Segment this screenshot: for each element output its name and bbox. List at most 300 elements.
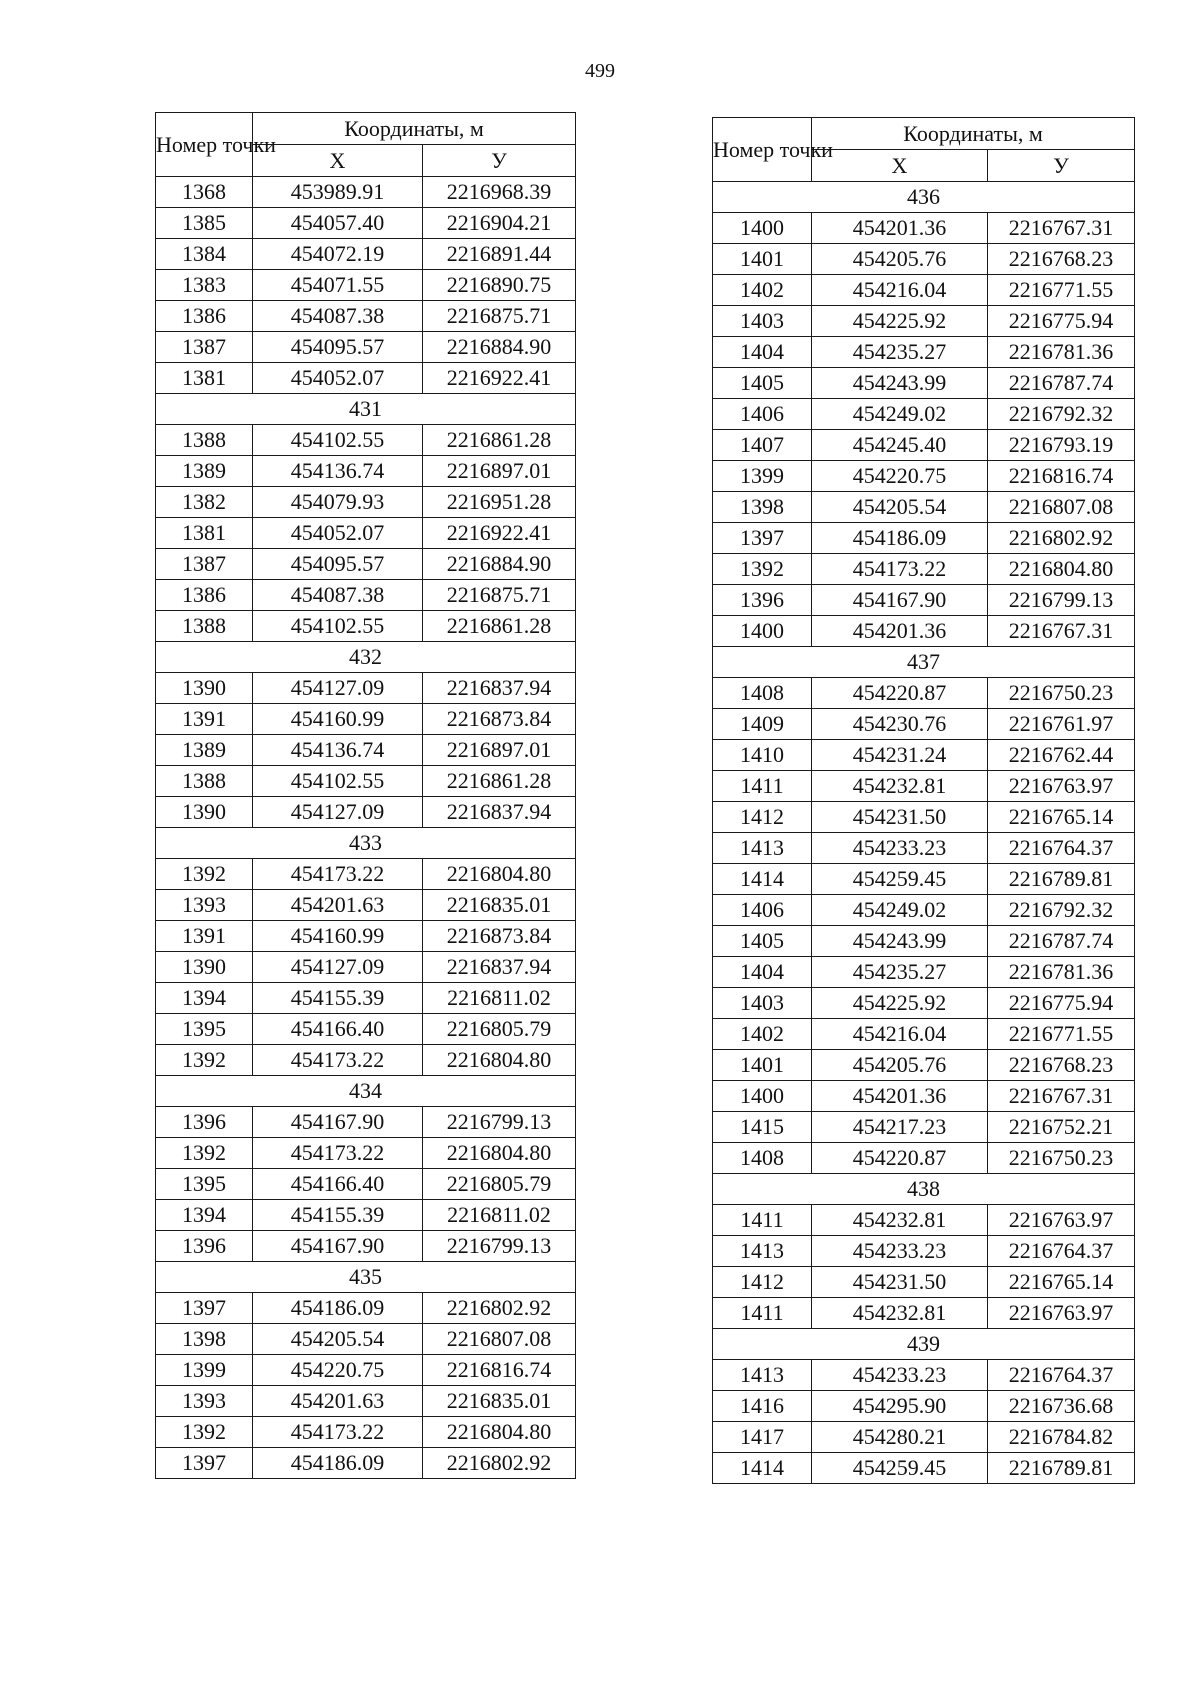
x-coordinate-cell: 454160.99 bbox=[253, 921, 423, 952]
table-row bbox=[156, 1014, 576, 1045]
point-number-cell: 1390 bbox=[156, 952, 253, 983]
table-row bbox=[156, 766, 576, 797]
table-row bbox=[156, 1200, 576, 1231]
point-number-cell: 1414 bbox=[713, 864, 812, 895]
table-row bbox=[713, 926, 1135, 957]
point-number-cell: 1411 bbox=[713, 771, 812, 802]
y-coordinate-cell: 2216767.31 bbox=[988, 616, 1135, 647]
y-coordinate-cell: 2216762.44 bbox=[988, 740, 1135, 771]
point-number-cell: 1385 bbox=[156, 208, 253, 239]
point-number-cell: 1404 bbox=[713, 337, 812, 368]
y-coordinate-cell: 2216802.92 bbox=[423, 1293, 576, 1324]
x-coordinate-cell: 454201.36 bbox=[812, 213, 988, 244]
point-number-cell: 1383 bbox=[156, 270, 253, 301]
x-coordinate-cell: 454259.45 bbox=[812, 864, 988, 895]
section-number: 439 bbox=[713, 1329, 1135, 1360]
x-coordinate-cell: 454160.99 bbox=[253, 704, 423, 735]
y-coordinate-cell: 2216793.19 bbox=[988, 430, 1135, 461]
point-number-cell: 1414 bbox=[713, 1453, 812, 1484]
point-number-cell: 1408 bbox=[713, 1143, 812, 1174]
x-coordinate-cell: 454201.36 bbox=[812, 616, 988, 647]
point-number-cell: 1396 bbox=[713, 585, 812, 616]
y-coordinate-cell: 2216763.97 bbox=[988, 1298, 1135, 1329]
table-row bbox=[156, 1169, 576, 1200]
section-number: 436 bbox=[713, 182, 1135, 213]
point-number-cell: 1398 bbox=[156, 1324, 253, 1355]
x-coordinate-cell: 454155.39 bbox=[253, 1200, 423, 1231]
table-row bbox=[156, 983, 576, 1014]
point-number-cell: 1412 bbox=[713, 1267, 812, 1298]
point-number-cell: 1400 bbox=[713, 616, 812, 647]
point-number-cell: 1400 bbox=[713, 213, 812, 244]
x-coordinate-cell: 454155.39 bbox=[253, 983, 423, 1014]
table-row bbox=[713, 771, 1135, 802]
y-coordinate-cell: 2216787.74 bbox=[988, 368, 1135, 399]
point-number-cell: 1405 bbox=[713, 368, 812, 399]
y-coordinate-cell: 2216764.37 bbox=[988, 833, 1135, 864]
table-row bbox=[713, 709, 1135, 740]
x-coordinate-cell: 454220.75 bbox=[253, 1355, 423, 1386]
point-number-cell: 1393 bbox=[156, 890, 253, 921]
x-coordinate-cell: 454052.07 bbox=[253, 363, 423, 394]
table-row bbox=[156, 611, 576, 642]
table-row bbox=[156, 425, 576, 456]
x-coordinate-cell: 454102.55 bbox=[253, 766, 423, 797]
x-coordinate-cell: 454231.50 bbox=[812, 1267, 988, 1298]
point-number-cell: 1412 bbox=[713, 802, 812, 833]
y-coordinate-cell: 2216837.94 bbox=[423, 673, 576, 704]
section-number: 437 bbox=[713, 647, 1135, 678]
point-number-cell: 1399 bbox=[713, 461, 812, 492]
y-coordinate-cell: 2216799.13 bbox=[423, 1231, 576, 1262]
point-number-cell: 1397 bbox=[156, 1448, 253, 1479]
table-row bbox=[156, 1324, 576, 1355]
section-number: 438 bbox=[713, 1174, 1135, 1205]
table-row bbox=[156, 549, 576, 580]
y-coordinate-cell: 2216767.31 bbox=[988, 1081, 1135, 1112]
x-coordinate-cell: 454201.63 bbox=[253, 890, 423, 921]
point-number-cell: 1396 bbox=[156, 1231, 253, 1262]
x-coordinate-cell: 454102.55 bbox=[253, 425, 423, 456]
x-coordinate-cell: 454220.75 bbox=[812, 461, 988, 492]
y-coordinate-cell: 2216789.81 bbox=[988, 1453, 1135, 1484]
point-number-cell: 1402 bbox=[713, 1019, 812, 1050]
y-coordinate-cell: 2216811.02 bbox=[423, 1200, 576, 1231]
table-row bbox=[156, 239, 576, 270]
y-coordinate-cell: 2216891.44 bbox=[423, 239, 576, 270]
x-coordinate-cell: 454127.09 bbox=[253, 797, 423, 828]
y-coordinate-cell: 2216767.31 bbox=[988, 213, 1135, 244]
y-coordinate-cell: 2216884.90 bbox=[423, 332, 576, 363]
x-coordinate-cell: 454225.92 bbox=[812, 306, 988, 337]
table-row bbox=[156, 735, 576, 766]
table-row bbox=[156, 332, 576, 363]
point-number-cell: 1390 bbox=[156, 673, 253, 704]
point-number-cell: 1395 bbox=[156, 1169, 253, 1200]
point-number-cell: 1368 bbox=[156, 177, 253, 208]
y-coordinate-cell: 2216807.08 bbox=[423, 1324, 576, 1355]
header-x: Х bbox=[253, 145, 423, 177]
section-number: 431 bbox=[156, 394, 576, 425]
section-number: 435 bbox=[156, 1262, 576, 1293]
x-coordinate-cell: 454232.81 bbox=[812, 1298, 988, 1329]
y-coordinate-cell: 2216884.90 bbox=[423, 549, 576, 580]
point-number-cell: 1413 bbox=[713, 1236, 812, 1267]
y-coordinate-cell: 2216789.81 bbox=[988, 864, 1135, 895]
section-row bbox=[156, 1076, 576, 1107]
point-number-cell: 1387 bbox=[156, 549, 253, 580]
header-point-number: Номер точки bbox=[713, 118, 812, 182]
point-number-cell: 1409 bbox=[713, 709, 812, 740]
x-coordinate-cell: 454127.09 bbox=[253, 673, 423, 704]
y-coordinate-cell: 2216763.97 bbox=[988, 1205, 1135, 1236]
x-coordinate-cell: 454201.36 bbox=[812, 1081, 988, 1112]
coordinates-table-left bbox=[155, 112, 576, 1479]
table-row bbox=[713, 213, 1135, 244]
x-coordinate-cell: 454052.07 bbox=[253, 518, 423, 549]
header-y: У bbox=[988, 150, 1135, 182]
x-coordinate-cell: 454225.92 bbox=[812, 988, 988, 1019]
x-coordinate-cell: 454186.09 bbox=[812, 523, 988, 554]
point-number-cell: 1401 bbox=[713, 1050, 812, 1081]
y-coordinate-cell: 2216771.55 bbox=[988, 275, 1135, 306]
table-row bbox=[156, 1386, 576, 1417]
y-coordinate-cell: 2216799.13 bbox=[988, 585, 1135, 616]
x-coordinate-cell: 454167.90 bbox=[812, 585, 988, 616]
page-number: 499 bbox=[585, 60, 615, 82]
x-coordinate-cell: 454201.63 bbox=[253, 1386, 423, 1417]
y-coordinate-cell: 2216804.80 bbox=[423, 1417, 576, 1448]
y-coordinate-cell: 2216897.01 bbox=[423, 735, 576, 766]
table-row bbox=[156, 1045, 576, 1076]
point-number-cell: 1402 bbox=[713, 275, 812, 306]
point-number-cell: 1411 bbox=[713, 1298, 812, 1329]
table-row bbox=[713, 740, 1135, 771]
point-number-cell: 1397 bbox=[713, 523, 812, 554]
section-row bbox=[156, 394, 576, 425]
x-coordinate-cell: 454127.09 bbox=[253, 952, 423, 983]
header-coordinates: Координаты, м bbox=[253, 113, 576, 145]
table-row bbox=[156, 487, 576, 518]
table-row bbox=[713, 833, 1135, 864]
point-number-cell: 1390 bbox=[156, 797, 253, 828]
point-number-cell: 1403 bbox=[713, 988, 812, 1019]
table-row bbox=[156, 797, 576, 828]
table-row bbox=[156, 1138, 576, 1169]
y-coordinate-cell: 2216752.21 bbox=[988, 1112, 1135, 1143]
y-coordinate-cell: 2216816.74 bbox=[423, 1355, 576, 1386]
table-row bbox=[713, 337, 1135, 368]
y-coordinate-cell: 2216802.92 bbox=[423, 1448, 576, 1479]
header-x: Х bbox=[812, 150, 988, 182]
y-coordinate-cell: 2216775.94 bbox=[988, 306, 1135, 337]
table-row bbox=[156, 1417, 576, 1448]
y-coordinate-cell: 2216804.80 bbox=[423, 1045, 576, 1076]
table-row bbox=[156, 177, 576, 208]
x-coordinate-cell: 454220.87 bbox=[812, 1143, 988, 1174]
section-row bbox=[713, 1329, 1135, 1360]
table-row bbox=[713, 1081, 1135, 1112]
y-coordinate-cell: 2216811.02 bbox=[423, 983, 576, 1014]
y-coordinate-cell: 2216792.32 bbox=[988, 399, 1135, 430]
x-coordinate-cell: 454220.87 bbox=[812, 678, 988, 709]
table-row bbox=[156, 518, 576, 549]
table-row bbox=[713, 430, 1135, 461]
table-row bbox=[156, 704, 576, 735]
point-number-cell: 1392 bbox=[156, 859, 253, 890]
x-coordinate-cell: 454217.23 bbox=[812, 1112, 988, 1143]
table-row bbox=[156, 1107, 576, 1138]
table-row bbox=[713, 244, 1135, 275]
x-coordinate-cell: 454205.54 bbox=[253, 1324, 423, 1355]
y-coordinate-cell: 2216873.84 bbox=[423, 921, 576, 952]
point-number-cell: 1413 bbox=[713, 1360, 812, 1391]
point-number-cell: 1406 bbox=[713, 399, 812, 430]
table-row bbox=[713, 554, 1135, 585]
table-row bbox=[156, 208, 576, 239]
table-row bbox=[156, 859, 576, 890]
table-row bbox=[156, 1355, 576, 1386]
x-coordinate-cell: 454295.90 bbox=[812, 1391, 988, 1422]
x-coordinate-cell: 454231.50 bbox=[812, 802, 988, 833]
y-coordinate-cell: 2216835.01 bbox=[423, 1386, 576, 1417]
header-point-number: Номер точки bbox=[156, 113, 253, 177]
table-row bbox=[713, 802, 1135, 833]
y-coordinate-cell: 2216802.92 bbox=[988, 523, 1135, 554]
y-coordinate-cell: 2216763.97 bbox=[988, 771, 1135, 802]
x-coordinate-cell: 454167.90 bbox=[253, 1231, 423, 1262]
x-coordinate-cell: 454136.74 bbox=[253, 456, 423, 487]
table-row bbox=[713, 1391, 1135, 1422]
table-row bbox=[713, 1453, 1135, 1484]
table-row bbox=[713, 957, 1135, 988]
section-number: 433 bbox=[156, 828, 576, 859]
x-coordinate-cell: 454186.09 bbox=[253, 1448, 423, 1479]
table-row bbox=[713, 1019, 1135, 1050]
point-number-cell: 1416 bbox=[713, 1391, 812, 1422]
point-number-cell: 1386 bbox=[156, 580, 253, 611]
y-coordinate-cell: 2216890.75 bbox=[423, 270, 576, 301]
table-row bbox=[713, 1205, 1135, 1236]
coordinates-table-right bbox=[712, 117, 1135, 1484]
point-number-cell: 1387 bbox=[156, 332, 253, 363]
y-coordinate-cell: 2216787.74 bbox=[988, 926, 1135, 957]
x-coordinate-cell: 454095.57 bbox=[253, 332, 423, 363]
x-coordinate-cell: 454232.81 bbox=[812, 771, 988, 802]
table-row bbox=[156, 1231, 576, 1262]
table-row bbox=[713, 1050, 1135, 1081]
section-row bbox=[713, 182, 1135, 213]
point-number-cell: 1392 bbox=[713, 554, 812, 585]
point-number-cell: 1395 bbox=[156, 1014, 253, 1045]
point-number-cell: 1388 bbox=[156, 425, 253, 456]
x-coordinate-cell: 454095.57 bbox=[253, 549, 423, 580]
table-row bbox=[713, 1236, 1135, 1267]
x-coordinate-cell: 454167.90 bbox=[253, 1107, 423, 1138]
x-coordinate-cell: 454233.23 bbox=[812, 833, 988, 864]
table-row bbox=[713, 1112, 1135, 1143]
y-coordinate-cell: 2216768.23 bbox=[988, 244, 1135, 275]
y-coordinate-cell: 2216861.28 bbox=[423, 425, 576, 456]
section-row bbox=[156, 642, 576, 673]
y-coordinate-cell: 2216816.74 bbox=[988, 461, 1135, 492]
y-coordinate-cell: 2216804.80 bbox=[423, 859, 576, 890]
y-coordinate-cell: 2216837.94 bbox=[423, 952, 576, 983]
x-coordinate-cell: 454205.54 bbox=[812, 492, 988, 523]
x-coordinate-cell: 454216.04 bbox=[812, 275, 988, 306]
point-number-cell: 1389 bbox=[156, 735, 253, 766]
y-coordinate-cell: 2216807.08 bbox=[988, 492, 1135, 523]
table-row bbox=[156, 921, 576, 952]
x-coordinate-cell: 454102.55 bbox=[253, 611, 423, 642]
x-coordinate-cell: 453989.91 bbox=[253, 177, 423, 208]
point-number-cell: 1381 bbox=[156, 363, 253, 394]
point-number-cell: 1394 bbox=[156, 1200, 253, 1231]
x-coordinate-cell: 454072.19 bbox=[253, 239, 423, 270]
y-coordinate-cell: 2216799.13 bbox=[423, 1107, 576, 1138]
point-number-cell: 1404 bbox=[713, 957, 812, 988]
x-coordinate-cell: 454173.22 bbox=[253, 1045, 423, 1076]
x-coordinate-cell: 454249.02 bbox=[812, 895, 988, 926]
y-coordinate-cell: 2216805.79 bbox=[423, 1014, 576, 1045]
point-number-cell: 1382 bbox=[156, 487, 253, 518]
point-number-cell: 1405 bbox=[713, 926, 812, 957]
table-row bbox=[713, 306, 1135, 337]
point-number-cell: 1399 bbox=[156, 1355, 253, 1386]
header-coordinates: Координаты, м bbox=[812, 118, 1135, 150]
point-number-cell: 1401 bbox=[713, 244, 812, 275]
y-coordinate-cell: 2216861.28 bbox=[423, 611, 576, 642]
x-coordinate-cell: 454235.27 bbox=[812, 337, 988, 368]
section-number: 432 bbox=[156, 642, 576, 673]
point-number-cell: 1403 bbox=[713, 306, 812, 337]
point-number-cell: 1392 bbox=[156, 1417, 253, 1448]
point-number-cell: 1397 bbox=[156, 1293, 253, 1324]
point-number-cell: 1411 bbox=[713, 1205, 812, 1236]
y-coordinate-cell: 2216764.37 bbox=[988, 1236, 1135, 1267]
table-row bbox=[156, 890, 576, 921]
x-coordinate-cell: 454166.40 bbox=[253, 1169, 423, 1200]
point-number-cell: 1394 bbox=[156, 983, 253, 1014]
y-coordinate-cell: 2216750.23 bbox=[988, 1143, 1135, 1174]
table-row bbox=[713, 1422, 1135, 1453]
point-number-cell: 1392 bbox=[156, 1138, 253, 1169]
y-coordinate-cell: 2216837.94 bbox=[423, 797, 576, 828]
x-coordinate-cell: 454173.22 bbox=[253, 1417, 423, 1448]
x-coordinate-cell: 454259.45 bbox=[812, 1453, 988, 1484]
x-coordinate-cell: 454205.76 bbox=[812, 1050, 988, 1081]
y-coordinate-cell: 2216922.41 bbox=[423, 363, 576, 394]
point-number-cell: 1408 bbox=[713, 678, 812, 709]
table-row bbox=[713, 461, 1135, 492]
point-number-cell: 1388 bbox=[156, 766, 253, 797]
x-coordinate-cell: 454205.76 bbox=[812, 244, 988, 275]
x-coordinate-cell: 454186.09 bbox=[253, 1293, 423, 1324]
point-number-cell: 1407 bbox=[713, 430, 812, 461]
y-coordinate-cell: 2216784.82 bbox=[988, 1422, 1135, 1453]
header-y: У bbox=[423, 145, 576, 177]
y-coordinate-cell: 2216781.36 bbox=[988, 957, 1135, 988]
x-coordinate-cell: 454079.93 bbox=[253, 487, 423, 518]
x-coordinate-cell: 454173.22 bbox=[253, 1138, 423, 1169]
table-row bbox=[156, 580, 576, 611]
table-row bbox=[713, 585, 1135, 616]
x-coordinate-cell: 454173.22 bbox=[253, 859, 423, 890]
y-coordinate-cell: 2216775.94 bbox=[988, 988, 1135, 1019]
y-coordinate-cell: 2216736.68 bbox=[988, 1391, 1135, 1422]
point-number-cell: 1413 bbox=[713, 833, 812, 864]
table-row bbox=[713, 988, 1135, 1019]
x-coordinate-cell: 454230.76 bbox=[812, 709, 988, 740]
table-row bbox=[156, 301, 576, 332]
x-coordinate-cell: 454166.40 bbox=[253, 1014, 423, 1045]
y-coordinate-cell: 2216750.23 bbox=[988, 678, 1135, 709]
x-coordinate-cell: 454231.24 bbox=[812, 740, 988, 771]
y-coordinate-cell: 2216904.21 bbox=[423, 208, 576, 239]
point-number-cell: 1391 bbox=[156, 704, 253, 735]
table-row bbox=[156, 1448, 576, 1479]
x-coordinate-cell: 454057.40 bbox=[253, 208, 423, 239]
table-row bbox=[713, 1298, 1135, 1329]
table-row bbox=[713, 275, 1135, 306]
table-row bbox=[713, 399, 1135, 430]
x-coordinate-cell: 454087.38 bbox=[253, 580, 423, 611]
point-number-cell: 1417 bbox=[713, 1422, 812, 1453]
point-number-cell: 1392 bbox=[156, 1045, 253, 1076]
section-row bbox=[156, 828, 576, 859]
y-coordinate-cell: 2216761.97 bbox=[988, 709, 1135, 740]
y-coordinate-cell: 2216804.80 bbox=[423, 1138, 576, 1169]
x-coordinate-cell: 454245.40 bbox=[812, 430, 988, 461]
y-coordinate-cell: 2216805.79 bbox=[423, 1169, 576, 1200]
x-coordinate-cell: 454233.23 bbox=[812, 1360, 988, 1391]
table-row bbox=[713, 1267, 1135, 1298]
y-coordinate-cell: 2216765.14 bbox=[988, 802, 1135, 833]
y-coordinate-cell: 2216765.14 bbox=[988, 1267, 1135, 1298]
y-coordinate-cell: 2216951.28 bbox=[423, 487, 576, 518]
y-coordinate-cell: 2216835.01 bbox=[423, 890, 576, 921]
x-coordinate-cell: 454233.23 bbox=[812, 1236, 988, 1267]
point-number-cell: 1406 bbox=[713, 895, 812, 926]
x-coordinate-cell: 454249.02 bbox=[812, 399, 988, 430]
y-coordinate-cell: 2216861.28 bbox=[423, 766, 576, 797]
y-coordinate-cell: 2216792.32 bbox=[988, 895, 1135, 926]
point-number-cell: 1388 bbox=[156, 611, 253, 642]
table-row bbox=[156, 673, 576, 704]
y-coordinate-cell: 2216768.23 bbox=[988, 1050, 1135, 1081]
table-row bbox=[713, 523, 1135, 554]
table-row bbox=[713, 368, 1135, 399]
table-row bbox=[713, 864, 1135, 895]
table-row bbox=[713, 1360, 1135, 1391]
x-coordinate-cell: 454173.22 bbox=[812, 554, 988, 585]
x-coordinate-cell: 454071.55 bbox=[253, 270, 423, 301]
y-coordinate-cell: 2216875.71 bbox=[423, 301, 576, 332]
y-coordinate-cell: 2216875.71 bbox=[423, 580, 576, 611]
x-coordinate-cell: 454243.99 bbox=[812, 926, 988, 957]
table-row bbox=[156, 270, 576, 301]
x-coordinate-cell: 454235.27 bbox=[812, 957, 988, 988]
table-row bbox=[156, 1293, 576, 1324]
table-row bbox=[156, 363, 576, 394]
y-coordinate-cell: 2216804.80 bbox=[988, 554, 1135, 585]
point-number-cell: 1400 bbox=[713, 1081, 812, 1112]
table-row bbox=[156, 952, 576, 983]
x-coordinate-cell: 454280.21 bbox=[812, 1422, 988, 1453]
y-coordinate-cell: 2216922.41 bbox=[423, 518, 576, 549]
section-number: 434 bbox=[156, 1076, 576, 1107]
x-coordinate-cell: 454243.99 bbox=[812, 368, 988, 399]
